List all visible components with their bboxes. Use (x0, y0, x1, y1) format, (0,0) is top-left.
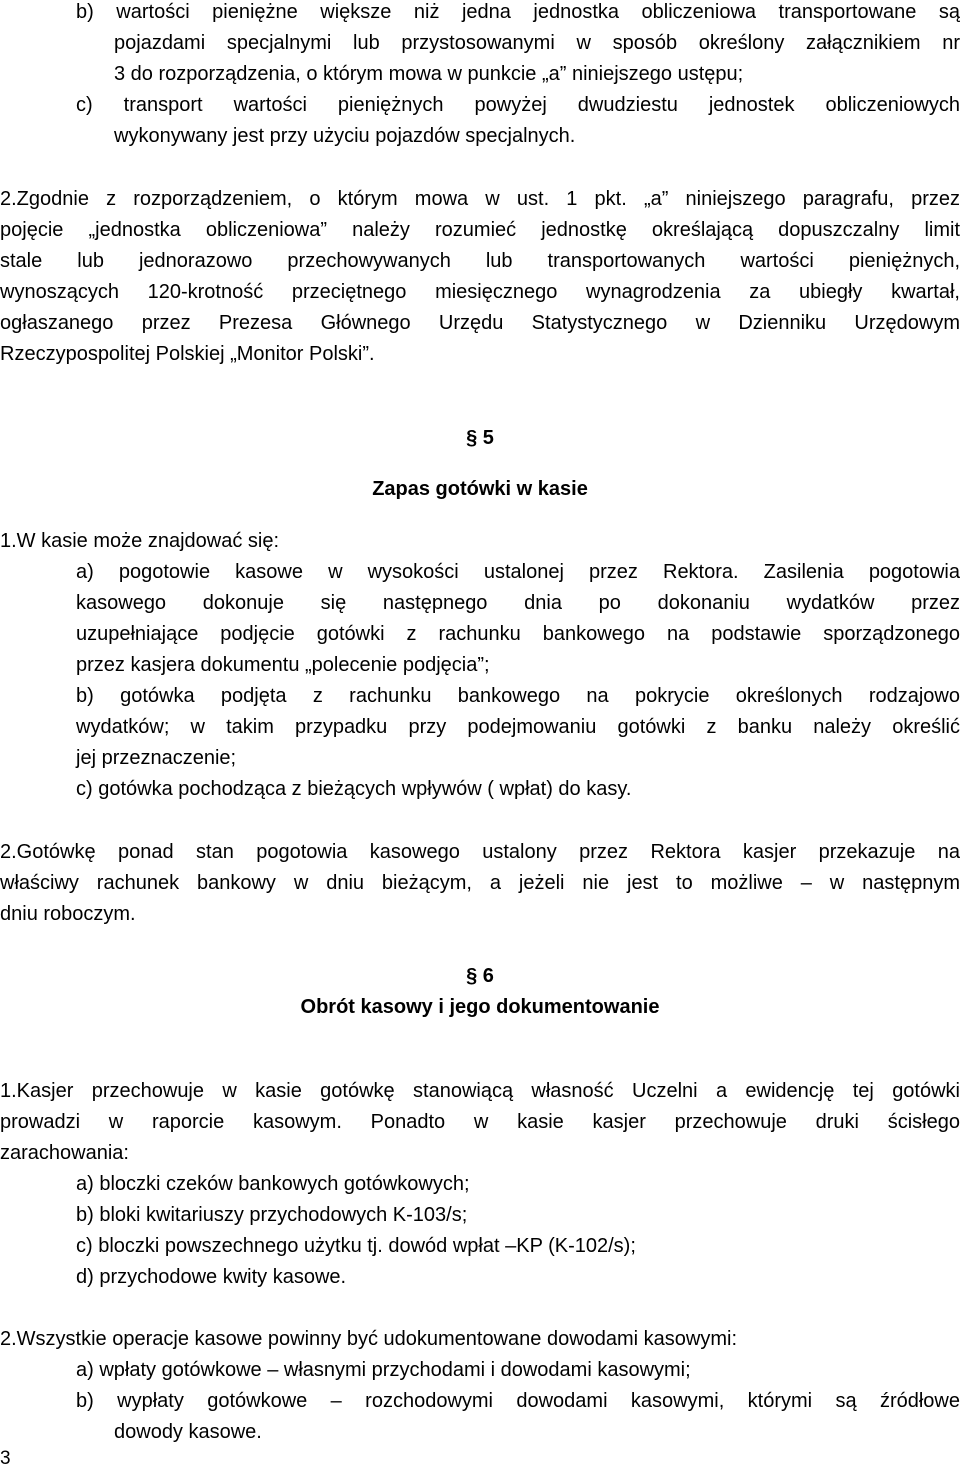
section-6-paragraph-1-line-2: prowadzi w raporcie kasowym. Ponadto w kasie kasjer przechowuje druki ścisłego (0, 1111, 960, 1133)
intro-paragraph-2-line-3: stale lub jednorazowo przechowywanych lub transportowanych wartości pieniężnych, (0, 250, 960, 272)
intro-item-b-line-3: 3 do rozporządzenia, o którym mowa w punkcie „a” niniejszego ustępu; (114, 63, 744, 85)
section-6-paragraph-1-line-3: zarachowania: (0, 1142, 129, 1164)
page-number: 3 (0, 1448, 11, 1469)
intro-paragraph-2-line-4: wynoszących 120-krotność przeciętnego miesięcznego wynagrodzenia za ubiegły kwartał, (0, 281, 960, 303)
section-5-item-b-line-2: wydatków; w takim przypadku przy podejmowaniu gotówki z banku należy określić (76, 716, 960, 738)
section-6-operations-item-b-line-2: dowody kasowe. (114, 1421, 262, 1443)
section-5-item-a-line-2: kasowego dokonuje się następnego dnia po dokonaniu wydatków przez (76, 592, 960, 614)
section-5-paragraph-2-line-2: właściwy rachunek bankowy w dniu bieżącym, a jeżeli nie jest to możliwe – w następnym (0, 872, 960, 894)
intro-paragraph-2-line-1: 2.Zgodnie z rozporządzeniem, o którym mowa w ust. 1 pkt. „a” niniejszego paragrafu, przez (0, 188, 960, 210)
section-5-paragraph-2-line-1: 2.Gotówkę ponad stan pogotowia kasowego ustalony przez Rektora kasjer przekazuje na (0, 841, 960, 863)
section-5-item-c: c) gotówka pochodząca z bieżących wpływów ( wpłat) do kasy. (76, 778, 632, 800)
section-5-item-a-line-3: uzupełniające podjęcie gotówki z rachunku bankowego na podstawie sporządzonego (76, 623, 960, 645)
intro-item-b-line-1: b) wartości pieniężne większe niż jedna jednostka obliczeniowa transportowane są (76, 1, 960, 23)
section-6-operations-item-b-line-1: b) wypłaty gotówkowe – rozchodowymi dowodami kasowymi, którymi są źródłowe (76, 1390, 960, 1412)
section-6-list-item-a: a) bloczki czeków bankowych gotówkowych; (76, 1173, 470, 1195)
section-6-paragraph-1-line-1: 1.Kasjer przechowuje w kasie gotówkę stanowiącą własność Uczelni a ewidencję tej gotówki (0, 1080, 960, 1102)
section-6-number: § 6 (466, 965, 494, 987)
section-5-item-b-line-1: b) gotówka podjęta z rachunku bankowego na pokrycie określonych rodzajowo (76, 685, 960, 707)
section-5-item-a-line-1: a) pogotowie kasowe w wysokości ustalonej przez Rektora. Zasilenia pogotowia (76, 561, 960, 583)
intro-paragraph-2-line-2: pojęcie „jednostka obliczeniowa” należy rozumieć jednostkę określającą dopuszczalny limit (0, 219, 960, 241)
section-6-list-item-b: b) bloki kwitariuszy przychodowych K-103/s; (76, 1204, 468, 1226)
section-6-paragraph-2-lead: 2.Wszystkie operacje kasowe powinny być udokumentowane dowodami kasowymi: (0, 1328, 738, 1350)
intro-item-c-line-1: c) transport wartości pieniężnych powyżej dwudziestu jednostek obliczeniowych (76, 94, 960, 116)
section-5-item-a-line-4: przez kasjera dokumentu „polecenie podjęcia”; (76, 654, 490, 676)
section-5-title: Zapas gotówki w kasie (372, 478, 588, 500)
section-5-paragraph-1-lead: 1.W kasie może znajdować się: (0, 530, 280, 552)
section-6-list-item-d: d) przychodowe kwity kasowe. (76, 1266, 347, 1288)
intro-item-b-line-2: pojazdami specjalnymi lub przystosowanymi w sposób określony załącznikiem nr (114, 32, 960, 54)
section-5-paragraph-2-line-3: dniu roboczym. (0, 903, 136, 925)
section-6-list-item-c: c) bloczki powszechnego użytku tj. dowód wpłat –KP (K-102/s); (76, 1235, 636, 1257)
intro-paragraph-2-line-5: ogłaszanego przez Prezesa Głównego Urzędu Statystycznego w Dzienniku Urzędowym (0, 312, 960, 334)
intro-item-c-line-2: wykonywany jest przy użyciu pojazdów specjalnych. (114, 125, 576, 147)
intro-paragraph-2-line-6: Rzeczypospolitej Polskiej „Monitor Polski”. (0, 343, 375, 365)
section-5-item-b-line-3: jej przeznaczenie; (76, 747, 237, 769)
section-5-number: § 5 (466, 427, 494, 449)
section-6-operations-item-a: a) wpłaty gotówkowe – własnymi przychodami i dowodami kasowymi; (76, 1359, 691, 1381)
section-6-title: Obrót kasowy i jego dokumentowanie (300, 996, 660, 1018)
